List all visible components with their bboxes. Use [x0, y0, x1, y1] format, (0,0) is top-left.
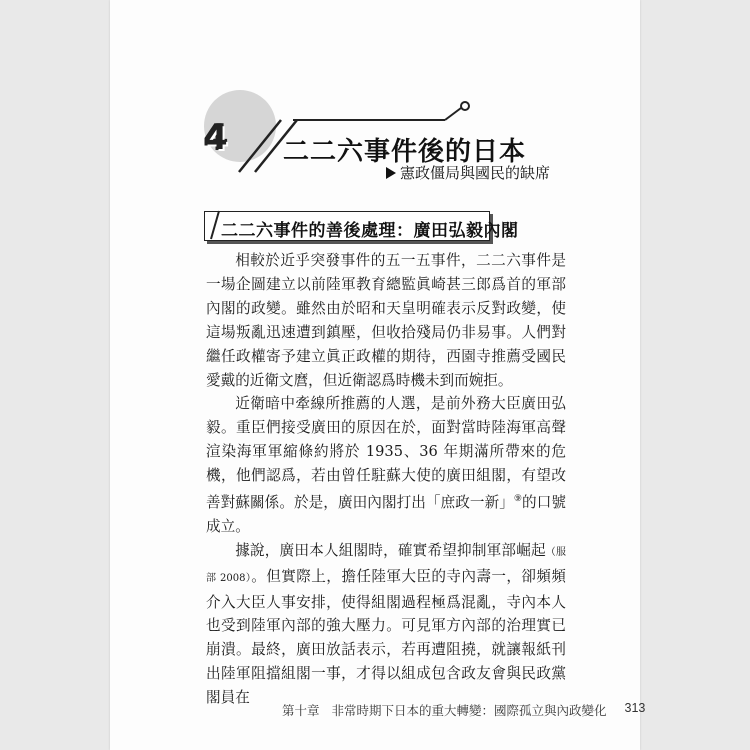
text-line: 亂迅速遭到鎮壓，但收拾殘局仍非易事。人們對繼任政權 [206, 323, 566, 365]
chapter-subtitle: 憲政僵局與國民的缺席 [399, 164, 550, 182]
text-line: 係。於是，廣田內閣打出「庶政一新」 [264, 493, 514, 511]
body-text [206, 249, 566, 710]
section-slash-icon [209, 210, 221, 240]
text-line: 染海軍軍縮條約將於 1935、36 年期滿所帶來的危機，他 [206, 443, 566, 485]
text-line: 近衛暗中牽線所推薦的人選，是前外務大臣廣田弘 [235, 395, 566, 413]
text-line: 寄予建立眞正政權的期待，西園寺推薦受國民愛戴的近衛 [206, 347, 566, 389]
paragraph [206, 392, 566, 538]
text-line: 軍阻擋組閣一事，才得以組成包含政友會與民政黨閣員在 [206, 665, 566, 707]
citation: （服 [545, 546, 566, 558]
footer-chapter-label: 第十章 [282, 703, 320, 718]
text-line: 據說，廣田本人組閣時，確實希望抑制軍部崛起 [235, 541, 546, 559]
page-footer [282, 701, 645, 719]
chapter-title: 二二六事件後的日本 [283, 137, 527, 167]
chapter-subtitle-row [386, 162, 550, 183]
citation: 部 2008） [206, 572, 252, 584]
text-line: 們認爲，若由曾任駐蘇大使的廣田組閣，有望改善對蘇關 [206, 467, 566, 511]
section-heading-box [204, 211, 519, 241]
footnote-marker: ⑨ [513, 494, 523, 505]
chapter-number: 4 [204, 118, 227, 158]
triangle-bullet-icon [386, 167, 396, 179]
book-page [110, 0, 646, 750]
text-line: 相較於近乎突發事件的五一五事件，二二六事件是一 [206, 252, 566, 293]
section-title: 二二六事件的善後處理：廣田弘毅內閣 [221, 221, 519, 241]
footer-chapter-title: 非常時期下日本的重大轉變：國際孤立與內政變化 [331, 703, 607, 718]
page-number: 313 [624, 701, 646, 715]
text-line: 潰。最終，廣田放話表示，若再遭阻撓，就讓報紙刊出陸 [206, 641, 566, 683]
paragraph [206, 539, 566, 710]
text-line: 的政變。雖然由於昭和天皇明確表示反對政變，使這場叛 [206, 299, 566, 341]
paragraph [206, 249, 566, 392]
text-line: 介入大臣人事安排，使得組閣過程極爲混亂，寺內本人也 [206, 593, 566, 635]
text-line: 毅。重臣們接受廣田的原因在於，面對當時陸海軍高聲渲 [206, 419, 566, 461]
text-line: 受到陸軍內部的強大壓力。可見軍方內部的治理實已崩 [206, 617, 566, 659]
text-line: 的口號成立。 [206, 493, 566, 535]
text-line: 。但實際上，擔任陸軍大臣的寺內壽一，卻頻頻 [251, 567, 566, 585]
text-line: 文麿，但近衛認爲時機未到而婉拒。 [278, 371, 513, 389]
text-line: 場企圖建立以前陸軍教育總監眞崎甚三郎爲首的軍部內閣 [206, 275, 566, 317]
